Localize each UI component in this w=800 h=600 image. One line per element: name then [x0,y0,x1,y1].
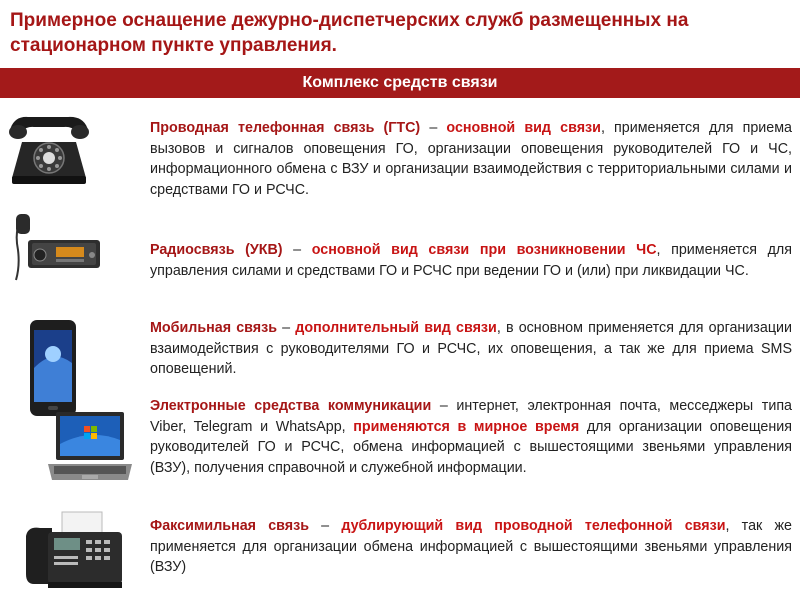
item-text: , применяется для приема вызовов и сигналов оповещения ГО, организации оповещения руководителей ГО и ЧС, информационного обмена с ВЗУ и организации взаимодействия с территориальными силами и средствами ГО и РСЧС. [150,120,792,198]
item-dash: – [309,518,342,534]
item-text: для организации оповещения руководителей ГО и РСЧС, обмена информацией с вышестоящими звеньями управления (ВЗУ), получения справочной и служебной информации. [150,418,792,476]
item-heading: Электронные средства коммуникации [150,398,432,414]
section-banner: Комплекс средств связи [0,68,800,98]
page-title: Примерное оснащение дежурно-диспетчерских служб размещенных на стационарном пункте управления. [10,10,689,56]
item-dash: – [431,398,457,414]
laptop-icon [44,408,136,486]
list-item-radio [150,240,792,281]
item-text: , так же применяется для организации обмена информацией с вышестоящими звеньями управления (ВЗУ) [150,518,792,575]
list-item-electronic [150,396,792,478]
smartphone-icon [26,318,82,418]
fax-machine-icon [22,510,126,592]
item-emphasis: основной вид связи при возникновении ЧС [311,242,657,258]
item-emphasis: дополнительный вид связи [295,320,497,336]
item-heading: Мобильная связь [150,320,278,336]
radio-transceiver-icon [6,210,104,292]
item-heading: Проводная телефонная связь (ГТС) [150,120,421,136]
list-item-fax [150,516,792,578]
item-dash: – [277,320,296,336]
item-emphasis: основной вид связи [446,120,601,136]
item-text: , применяется для управления силами и средствами ГО и РСЧС при ведении ГО и (или) при ликвидации ЧС. [150,242,792,279]
item-dash: – [282,242,312,258]
rotary-telephone-icon [4,112,94,188]
item-text: , в основном применяется для организации взаимодействия с руководителями ГО и РСЧС, их оповещения, а так же для приема SMS оповещений. [150,320,792,377]
item-text-lead: интернет, электронная почта, месседжеры типа Viber, Telegram и WhatsApp, [150,398,793,435]
item-emphasis: дублирующий вид проводной телефонной связи [341,518,726,534]
list-item-mobile [150,318,792,380]
list-item-wired-telephone [150,118,792,200]
item-dash: – [420,120,447,136]
item-heading: Факсимильная связь [150,518,309,534]
item-heading: Радиосвязь (УКВ) [150,242,283,258]
item-emphasis: применяются в мирное время [353,418,580,435]
